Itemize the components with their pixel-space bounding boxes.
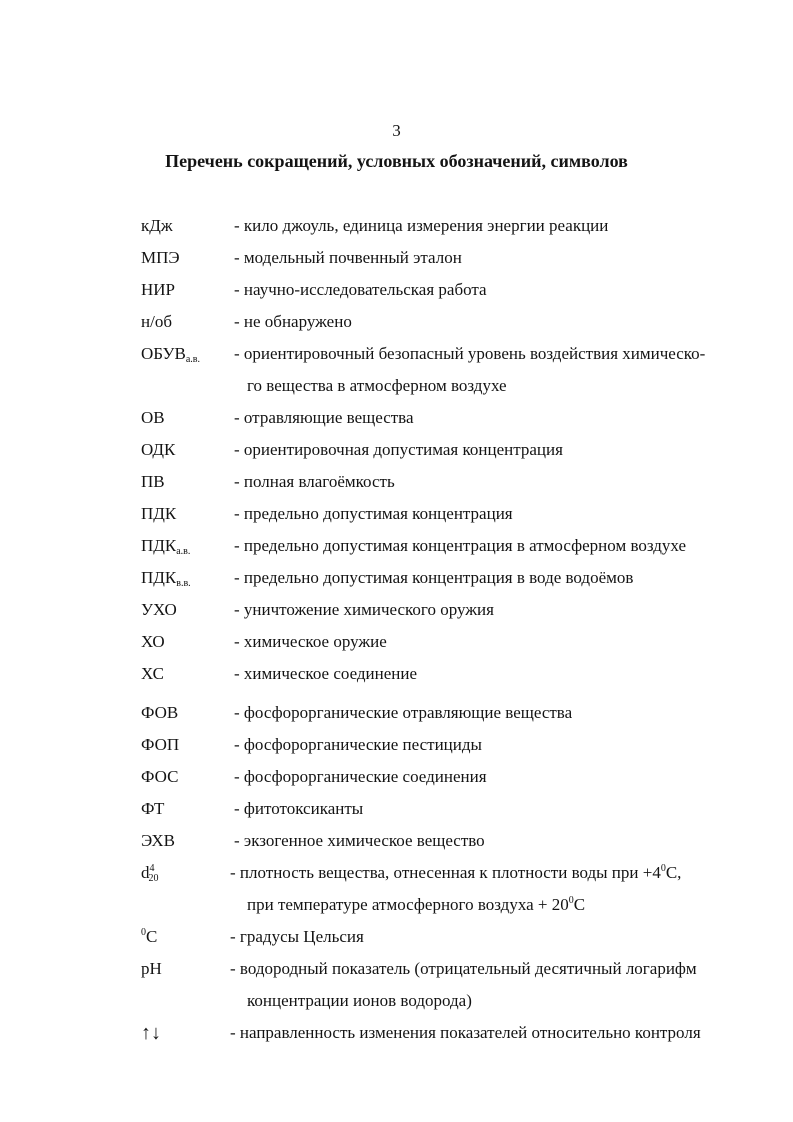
- up-down-arrows-icon: ↑↓: [141, 1022, 161, 1044]
- abbreviation: УХО: [141, 600, 177, 619]
- definition: - предельно допустимая концентрация в атмосферном воздухе: [234, 536, 687, 555]
- abbreviation-subscript: 20: [148, 873, 159, 884]
- definition: - предельно допустимая концентрация в воде водоёмов: [234, 568, 634, 587]
- definition: - кило джоуль, единица измерения энергии реакции: [234, 216, 609, 235]
- abbreviation: [141, 530, 190, 562]
- abbreviation-text: ОБУВ: [141, 344, 186, 363]
- abbreviation-text: ПДК: [141, 536, 177, 555]
- definition-line: - водородный показатель (отрицательный десятичный логарифм: [230, 959, 697, 978]
- definition: - экзогенное химическое вещество: [234, 831, 485, 850]
- abbreviation-superscript: 0: [141, 927, 146, 938]
- definition-line: [230, 863, 681, 882]
- definition: - химическое соединение: [234, 664, 418, 683]
- degree-superscript: 0: [568, 895, 574, 906]
- definition: - не обнаружено: [234, 312, 352, 331]
- definition: - химическое оружие: [234, 632, 387, 651]
- definition: - фосфорорганические отравляющие вещества: [234, 703, 573, 722]
- definition-text-end: С,: [665, 863, 682, 882]
- definition: [230, 953, 760, 1017]
- definition-text-end: С: [573, 895, 586, 914]
- abbreviation-subscript: в.в.: [176, 578, 191, 589]
- abbreviation: ПДК: [141, 504, 177, 523]
- definition: - фосфорорганические соединения: [234, 767, 487, 786]
- definition: - фитотоксиканты: [234, 799, 364, 818]
- definition: - предельно допустимая концентрация: [234, 504, 513, 523]
- abbreviation: [141, 921, 157, 953]
- abbreviation: ФОС: [141, 767, 179, 786]
- abbreviation: ОВ: [141, 408, 165, 427]
- definition-continuation: [230, 889, 760, 921]
- abbreviation-text: ПДК: [141, 568, 177, 587]
- page-title: Перечень сокращений, условных обозначений, символов: [165, 151, 628, 171]
- definition-text: - плотность вещества, отнесенная к плотности воды при +4: [230, 863, 661, 882]
- abbreviation: ФОВ: [141, 703, 179, 722]
- abbreviation: МПЭ: [141, 248, 180, 267]
- abbreviation: ЭХВ: [141, 831, 175, 850]
- abbreviation: ФТ: [141, 799, 165, 818]
- abbreviation-superscript: 4: [149, 863, 155, 874]
- abbreviation-text: С: [146, 927, 158, 946]
- abbreviation: ФОП: [141, 735, 180, 754]
- abbreviation: pH: [141, 959, 162, 978]
- definition: - модельный почвенный эталон: [234, 248, 462, 267]
- abbreviation: НИР: [141, 280, 176, 299]
- definition: - ориентировочная допустимая концентрация: [234, 440, 563, 459]
- abbreviation: кДж: [141, 216, 173, 235]
- definition: - фосфорорганические пестициды: [234, 735, 482, 754]
- definition-continuation: концентрации ионов водорода): [247, 991, 472, 1010]
- definition: - полная влагоёмкость: [234, 472, 395, 491]
- definition: - научно-исследовательская работа: [234, 280, 487, 299]
- abbreviation: [141, 562, 191, 594]
- degree-superscript: 0: [660, 863, 666, 874]
- abbreviation: [141, 338, 200, 370]
- definition: - отравляющие вещества: [234, 408, 414, 427]
- definition: [234, 338, 764, 402]
- definition-continuation: го вещества в атмосферном воздухе: [247, 376, 507, 395]
- page-number: 3: [392, 121, 401, 140]
- abbreviation-text: d: [141, 863, 150, 882]
- abbreviation-subscript: а.в.: [176, 546, 191, 557]
- definition: - градусы Цельсия: [230, 927, 364, 946]
- abbreviation: ОДК: [141, 440, 176, 459]
- abbreviation: ХО: [141, 632, 165, 651]
- definition: - уничтожение химического оружия: [234, 600, 494, 619]
- definition-text: при температуре атмосферного воздуха + 20: [247, 895, 569, 914]
- definition: - направленность изменения показателей относительно контроля: [230, 1023, 701, 1042]
- abbreviation: ХС: [141, 664, 164, 683]
- abbreviation: н/об: [141, 312, 172, 331]
- abbreviation-subscript: а.в.: [185, 354, 200, 365]
- abbreviation: ПВ: [141, 472, 165, 491]
- definition: [230, 857, 760, 921]
- abbreviation: [141, 857, 159, 889]
- definition-line: - ориентировочный безопасный уровень воздействия химическо-: [234, 344, 706, 363]
